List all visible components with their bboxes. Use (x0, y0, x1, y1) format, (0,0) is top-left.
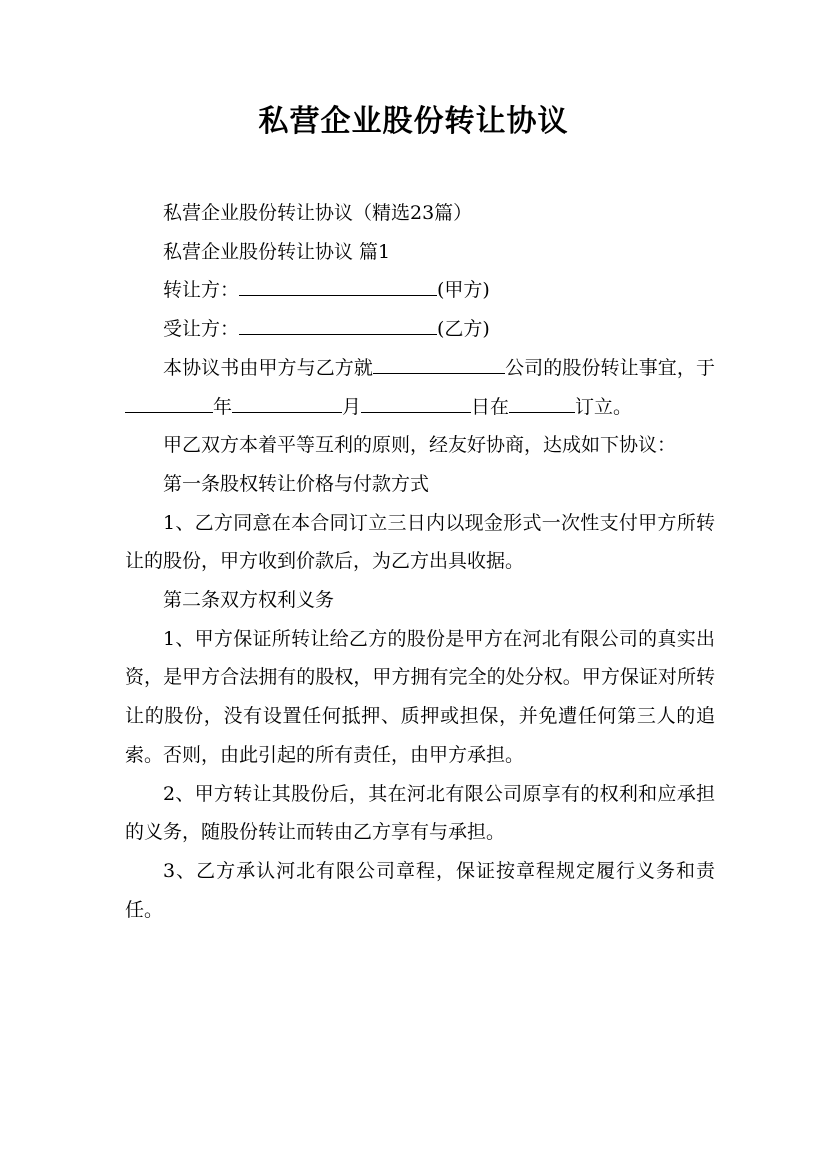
document-body (125, 194, 715, 929)
transferor-blank (239, 275, 437, 296)
article2-item3: 3、乙方承认河北有限公司章程，保证按章程规定履行义务和责任。 (125, 859, 715, 921)
day-blank (361, 392, 471, 413)
month-blank (232, 392, 342, 413)
section-heading: 私营企业股份转让协议 篇1 (163, 240, 391, 263)
intro-prefix: 本协议书由甲方与乙方就 (163, 356, 373, 379)
transferee-line (125, 310, 715, 349)
intro-end: 订立。 (575, 395, 633, 418)
intro-paragraph (125, 349, 715, 426)
transferee-suffix: (乙方) (437, 318, 490, 341)
document-title: 私营企业股份转让协议 (258, 104, 569, 139)
principle-paragraph: 甲乙双方本着平等互利的原则，经友好协商，达成如下协议： (163, 434, 677, 457)
intro-company-suffix: 公司的股份转让事宜，于 (505, 356, 715, 379)
article1-item1: 1、乙方同意在本合同订立三日内以现金形式一次性支付甲方所转让的股份，甲方收到价款后，为乙方出具收据。 (125, 511, 715, 573)
intro-year: 年 (213, 395, 233, 418)
year-blank (125, 392, 213, 413)
intro-month: 月 (342, 395, 362, 418)
article2-item1: 1、甲方保证所转让给乙方的股份是甲方在河北有限公司的真实出资，是甲方合法拥有的股权，甲方拥有完全的处分权。甲方保证对所转让的股份，没有设置任何抵押、质押或担保，并免遭任何第三人的追索。否则，由此引起的所有责任，由甲方承担。 (125, 627, 715, 766)
transferee-blank (239, 314, 437, 335)
transferor-line (125, 271, 715, 310)
place-blank (509, 392, 575, 413)
transferor-suffix: (甲方) (437, 279, 490, 302)
subtitle: 私营企业股份转让协议（精选23篇） (163, 202, 473, 224)
transferee-label: 受让方： (163, 318, 240, 341)
article1-heading: 第一条股权转让价格与付款方式 (163, 472, 430, 495)
article2-item2: 2、甲方转让其股份后，其在河北有限公司原享有的权利和应承担的义务，随股份转让而转由乙方享有与承担。 (125, 782, 715, 844)
article2-heading: 第二条双方权利义务 (163, 589, 335, 612)
intro-day-at: 日在 (471, 395, 510, 418)
transferor-label: 转让方： (163, 279, 240, 302)
company-blank (373, 353, 505, 374)
